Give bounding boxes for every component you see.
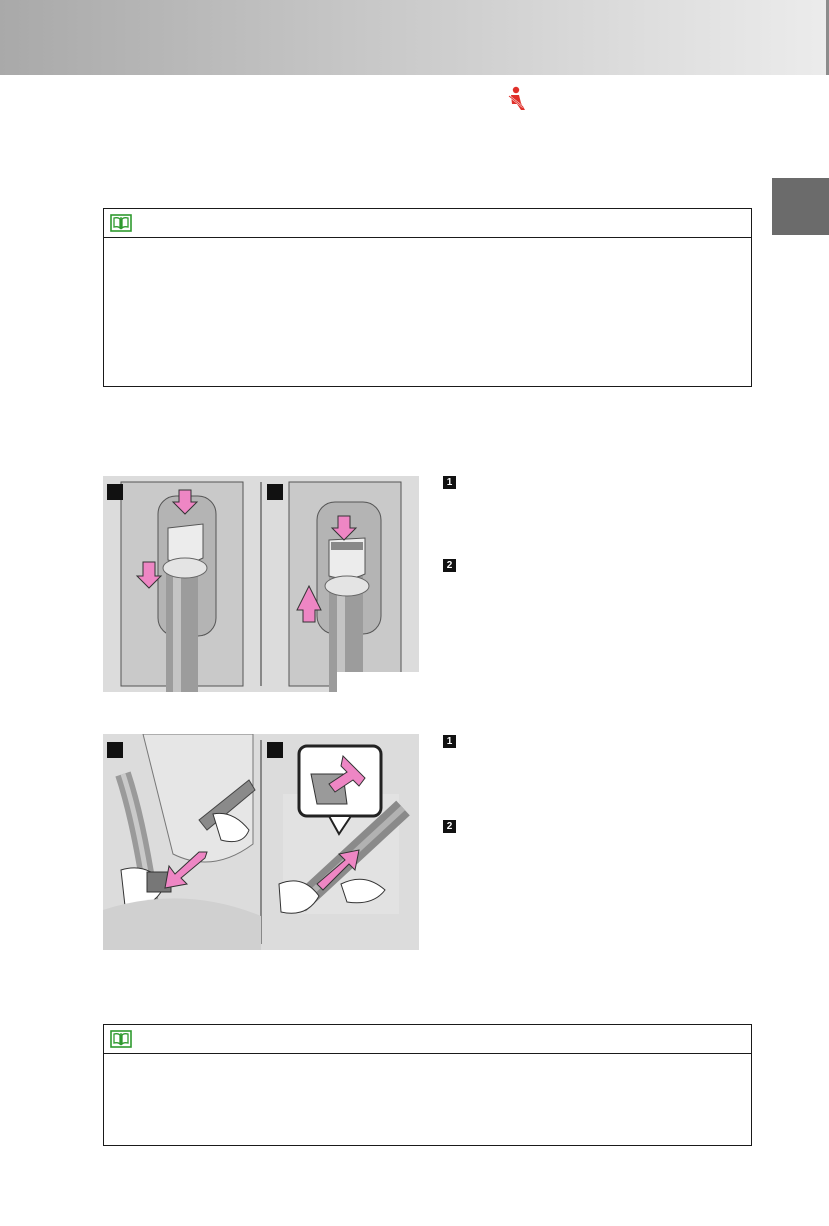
open-book-icon: [110, 1030, 132, 1048]
info-box-header: [104, 209, 751, 238]
step-badge: 2: [443, 820, 456, 833]
seatbelt-reminder-icon: [504, 86, 528, 112]
chapter-tab: [772, 178, 829, 235]
step-badge: 2: [443, 559, 456, 572]
info-box: [103, 208, 752, 387]
header-band: [0, 0, 829, 75]
open-book-icon: [110, 214, 132, 232]
fasten-belt-illustration: [103, 734, 419, 950]
step-badge: 1: [443, 735, 456, 748]
info-box-header: [104, 1025, 751, 1054]
step-badge: 1: [443, 476, 456, 489]
shoulder-anchor-illustration: [103, 476, 419, 692]
info-box: [103, 1024, 752, 1146]
